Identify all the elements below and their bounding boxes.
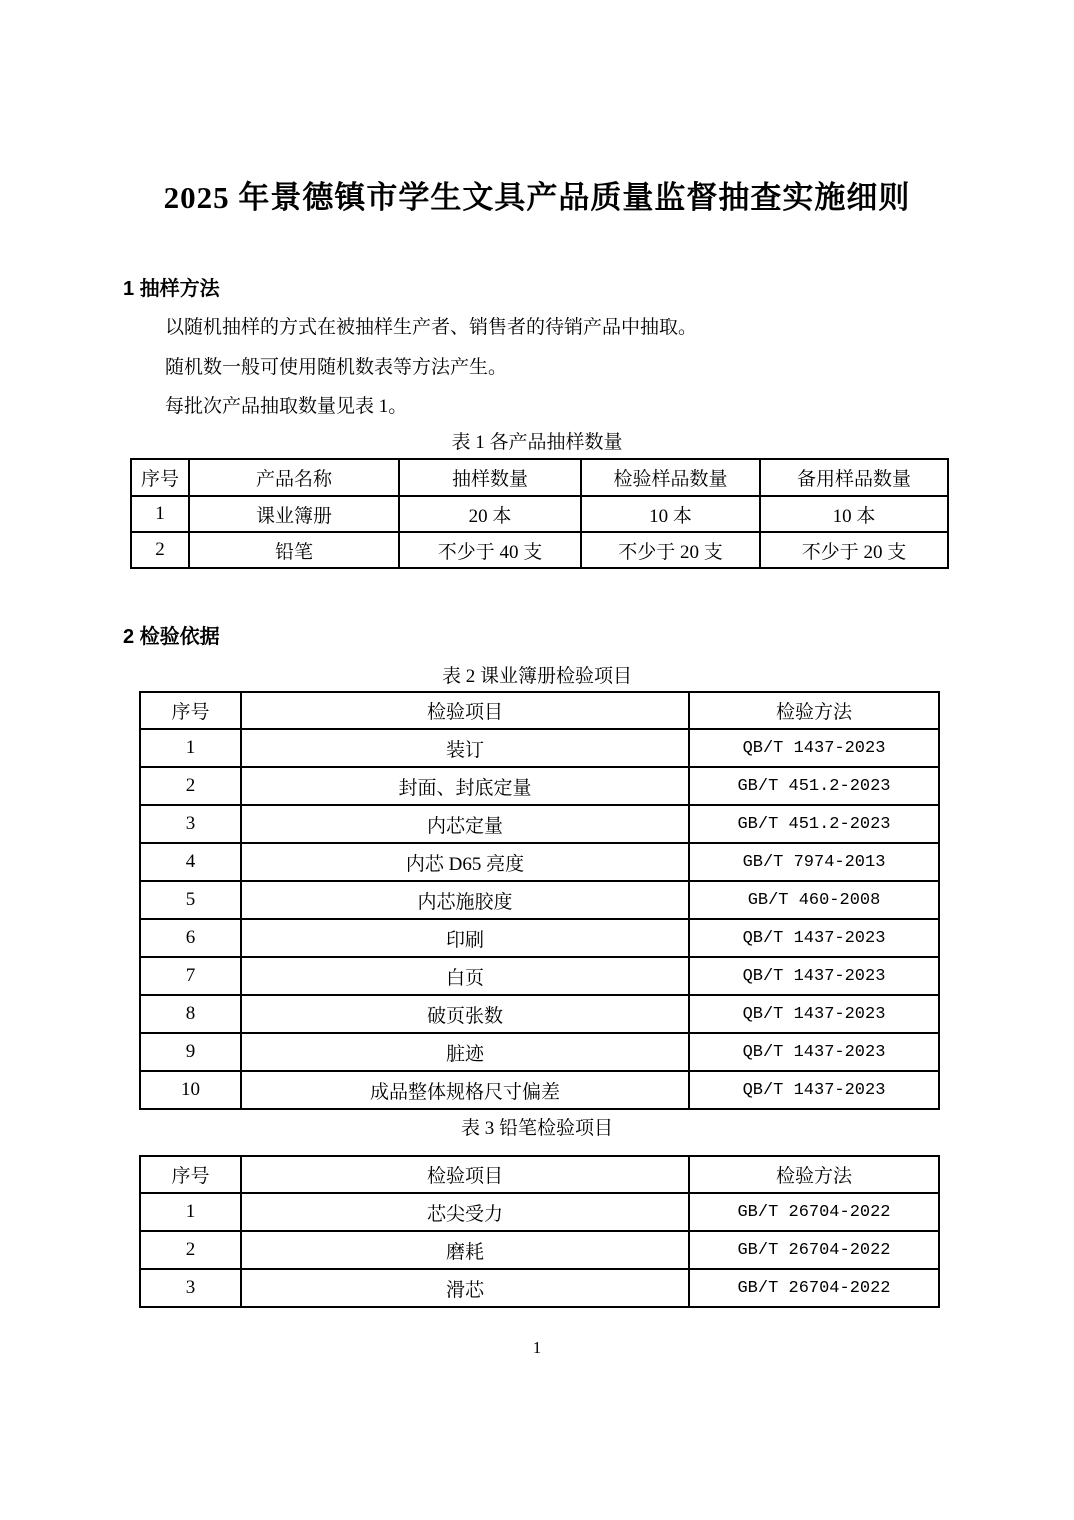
- table-2-caption: 表 2 课业簿册检验项目: [441, 666, 632, 687]
- table-row: [131, 532, 948, 568]
- table-cell: 内芯 D65 亮度: [241, 843, 689, 881]
- table-cell: 装订: [241, 729, 689, 767]
- table-cell: GB/T 460-2008: [689, 881, 939, 919]
- section-1-paragraph: 每批次产品抽取数量见表 1。: [165, 396, 408, 417]
- table-cell: 7: [140, 957, 241, 995]
- column-header: 抽样数量: [399, 459, 581, 496]
- table-row: [140, 1033, 939, 1071]
- table-cell: 2: [140, 1231, 241, 1269]
- table-cell: 成品整体规格尺寸偏差: [241, 1071, 689, 1109]
- table-cell: 3: [140, 1269, 241, 1307]
- table-cell: 内芯定量: [241, 805, 689, 843]
- table-row: [140, 729, 939, 767]
- column-header: 检验项目: [241, 1156, 689, 1193]
- table-cell: QB/T 1437-2023: [689, 1071, 939, 1109]
- table-cell: GB/T 26704-2022: [689, 1269, 939, 1307]
- table-cell: QB/T 1437-2023: [689, 919, 939, 957]
- column-header: 产品名称: [189, 459, 399, 496]
- table-cell: 内芯施胶度: [241, 881, 689, 919]
- table-cell: 10 本: [760, 496, 948, 532]
- column-header: 备用样品数量: [760, 459, 948, 496]
- table-cell: 10 本: [581, 496, 760, 532]
- table-sampling-quantities: [130, 458, 949, 569]
- section-1-paragraph: 以随机抽样的方式在被抽样生产者、销售者的待销产品中抽取。: [165, 317, 698, 338]
- table-cell: 8: [140, 995, 241, 1033]
- table-row: [140, 805, 939, 843]
- table-row: [140, 767, 939, 805]
- table-cell: 5: [140, 881, 241, 919]
- table-cell: QB/T 1437-2023: [689, 1033, 939, 1071]
- table-cell: 不少于 20 支: [760, 532, 948, 568]
- table-row: [140, 1269, 939, 1307]
- table-cell: GB/T 451.2-2023: [689, 767, 939, 805]
- table-cell: 3: [140, 805, 241, 843]
- column-header: 序号: [131, 459, 189, 496]
- table-cell: GB/T 26704-2022: [689, 1193, 939, 1231]
- table-cell: 2: [131, 532, 189, 568]
- column-header: 检验方法: [689, 1156, 939, 1193]
- table-cell: 磨耗: [241, 1231, 689, 1269]
- table-cell: 20 本: [399, 496, 581, 532]
- table-1-caption: 表 1 各产品抽样数量: [451, 432, 623, 453]
- table-row: [140, 957, 939, 995]
- table-cell: GB/T 451.2-2023: [689, 805, 939, 843]
- table-body: [140, 1193, 939, 1307]
- table-header-row: [140, 692, 939, 729]
- table-cell: 不少于 20 支: [581, 532, 760, 568]
- table-row: [140, 843, 939, 881]
- table-cell: QB/T 1437-2023: [689, 995, 939, 1033]
- table-notebook-inspection-items: [139, 691, 940, 1110]
- page-number: 1: [532, 1338, 542, 1357]
- table-cell: 1: [140, 729, 241, 767]
- section-2-heading: 2 检验依据: [123, 626, 220, 648]
- column-header: 序号: [140, 1156, 241, 1193]
- section-1-paragraph: 随机数一般可使用随机数表等方法产生。: [165, 357, 508, 378]
- table-3-caption: 表 3 铅笔检验项目: [460, 1118, 613, 1139]
- table-cell: 封面、封底定量: [241, 767, 689, 805]
- table-cell: 6: [140, 919, 241, 957]
- table-cell: 芯尖受力: [241, 1193, 689, 1231]
- table-header-row: [140, 1156, 939, 1193]
- table-body: [140, 729, 939, 1109]
- table-cell: 4: [140, 843, 241, 881]
- table-cell: GB/T 26704-2022: [689, 1231, 939, 1269]
- table-cell: 2: [140, 767, 241, 805]
- document-title: 2025 年景德镇市学生文具产品质量监督抽查实施细则: [163, 180, 911, 215]
- table-row: [131, 496, 948, 532]
- column-header: 检验方法: [689, 692, 939, 729]
- table-row: [140, 881, 939, 919]
- column-header: 检验样品数量: [581, 459, 760, 496]
- table-cell: 1: [131, 496, 189, 532]
- table-cell: 课业簿册: [189, 496, 399, 532]
- table-cell: 白页: [241, 957, 689, 995]
- table-header-row: [131, 459, 948, 496]
- table-cell: 1: [140, 1193, 241, 1231]
- table-cell: QB/T 1437-2023: [689, 957, 939, 995]
- table-row: [140, 1193, 939, 1231]
- table-cell: 印刷: [241, 919, 689, 957]
- table-cell: QB/T 1437-2023: [689, 729, 939, 767]
- table-row: [140, 995, 939, 1033]
- table-body: [131, 496, 948, 568]
- table-cell: 滑芯: [241, 1269, 689, 1307]
- table-pencil-inspection-items: [139, 1155, 940, 1308]
- table-row: [140, 919, 939, 957]
- table-cell: 9: [140, 1033, 241, 1071]
- table-cell: 铅笔: [189, 532, 399, 568]
- table-cell: 不少于 40 支: [399, 532, 581, 568]
- table-row: [140, 1231, 939, 1269]
- table-cell: 破页张数: [241, 995, 689, 1033]
- section-1-heading: 1 抽样方法: [123, 278, 220, 300]
- table-cell: GB/T 7974-2013: [689, 843, 939, 881]
- table-cell: 脏迹: [241, 1033, 689, 1071]
- table-row: [140, 1071, 939, 1109]
- column-header: 检验项目: [241, 692, 689, 729]
- table-cell: 10: [140, 1071, 241, 1109]
- column-header: 序号: [140, 692, 241, 729]
